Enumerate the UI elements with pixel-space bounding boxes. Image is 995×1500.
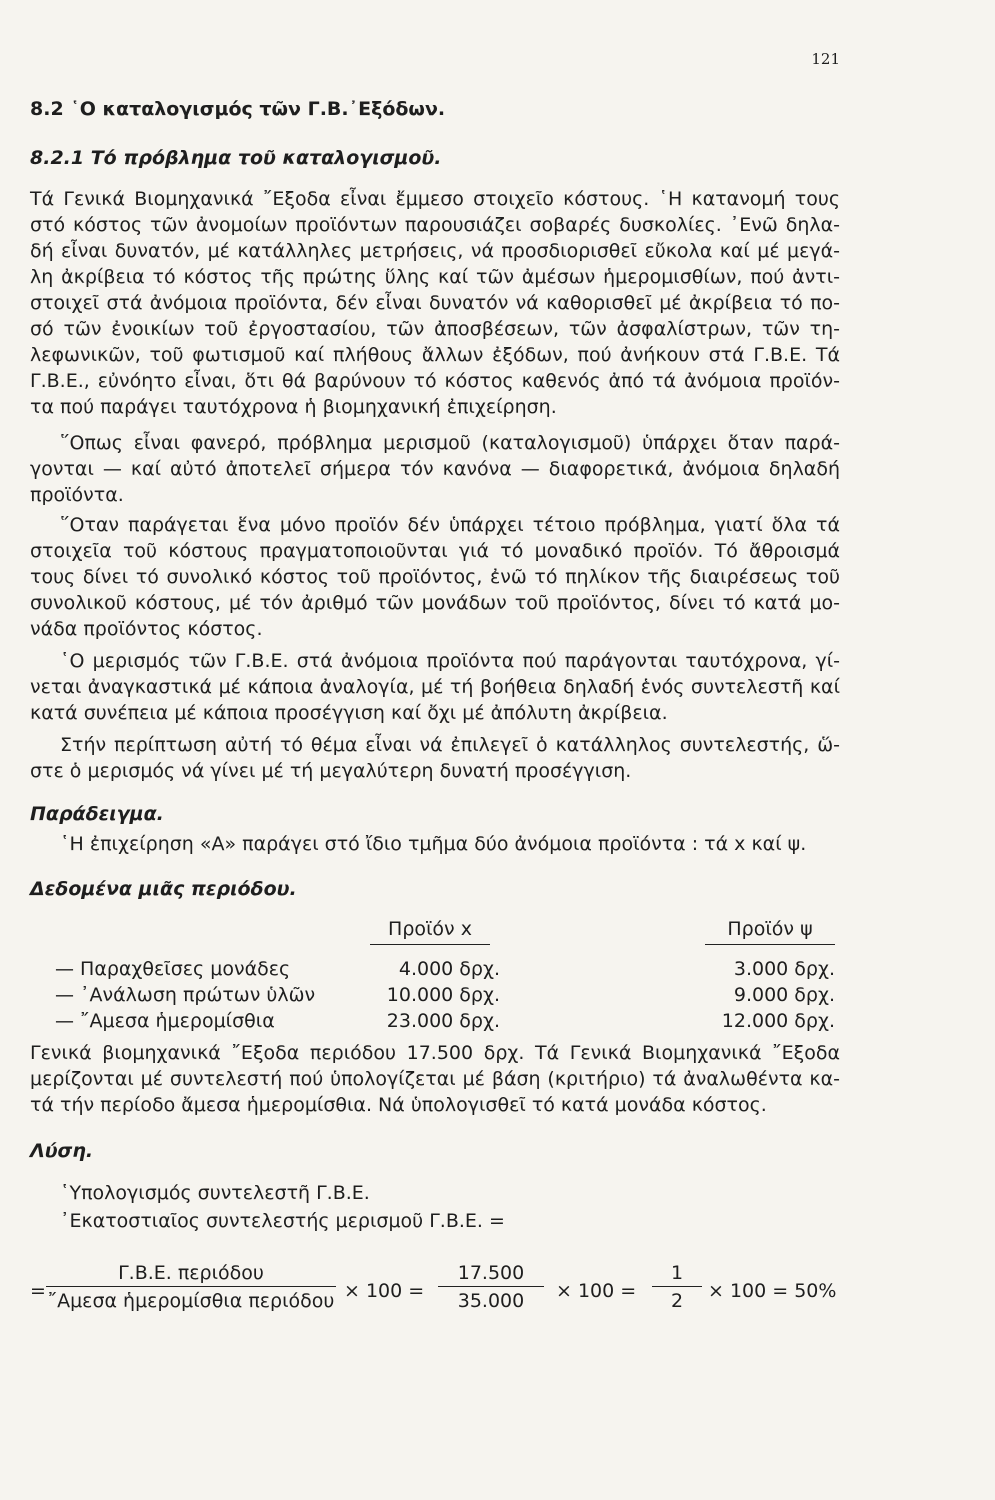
text-line: ῾Η ἐπιχείρηση «Α» παράγει στό ἴδιο τμῆμα δύο ἀνόμοια προϊόντα : τά x καί ψ. [60, 833, 807, 855]
paragraph-5 [30, 732, 840, 784]
fraction-numerator: Γ.Β.Ε. περιόδου [46, 1262, 336, 1287]
text-line: τά τήν περίοδο ἄμεσα ἡμερομίσθια. Νά ὑπολογισθεῖ τό κατά μονάδα κόστος. [30, 1094, 767, 1116]
paragraph-1 [30, 186, 840, 420]
example-heading: Παράδειγμα. [30, 803, 164, 825]
value-y: 12.000 δρχ. [721, 1010, 835, 1032]
example-text [30, 831, 840, 857]
text-line: δή εἶναι δυνατόν, μέ κατάλληλες μετρήσεις, νά προσδιορισθεῖ εὔκολα καί μέ μεγά- [30, 240, 840, 262]
text-line: λεφωνικῶν, τοῦ φωτισμοῦ καί πλήθους ἄλλων ἐξόδων, πού ἀνήκουν στά Γ.Β.Ε. Τά [30, 344, 840, 366]
paragraph-4 [30, 648, 840, 726]
solution-heading: Λύση. [30, 1140, 94, 1162]
column-header-product-y: Προϊόν ψ [705, 918, 835, 945]
solution-line-1: ῾Υπολογισμός συντελεστῆ Γ.Β.Ε. [60, 1182, 370, 1204]
fraction-denominator: ῎Αμεσα ἡμερομίσθια περιόδου [47, 1290, 335, 1312]
value-y: 9.000 δρχ. [733, 984, 835, 1006]
text-line: ῞Οταν παράγεται ἕνα μόνο προϊόν δέν ὑπάρχει τέτοιο πρόβλημα, γιατί ὅλα τά [60, 514, 840, 536]
column-header-product-x: Προϊόν x [370, 918, 490, 945]
text-line: στε ὁ μερισμός νά γίνει μέ τή μεγαλύτερη δυνατή προσέγγιση. [30, 760, 632, 782]
times-100-operator: × 100 = [556, 1280, 637, 1302]
period-data-heading: Δεδομένα μιᾶς περιόδου. [30, 878, 297, 900]
text-line: νάδα προϊόντος κόστος. [30, 618, 263, 640]
period-data-text [30, 1040, 840, 1118]
table-row [55, 984, 845, 1010]
fraction-numerator: 17.500 [438, 1262, 544, 1287]
text-line: Γ.Β.Ε., εὐνόητο εἶναι, ὅτι θά βαρύνουν τό κόστος καθενός ἀπό τά ἀνόμοια προϊόν- [30, 370, 840, 392]
equals-sign: = [30, 1280, 46, 1302]
text-line: ῾Ο μερισμός τῶν Γ.Β.Ε. στά ἀνόμοια προϊόντα πού παράγονται ταυτόχρονα, γί- [60, 650, 840, 672]
text-line: λη ἀκρίβεια τό κόστος τῆς πρώτης ὕλης καί τῶν ἀμέσων ἡμερομισθίων, πού ἀντι- [30, 266, 840, 288]
text-line: στοιχεῖ στά ἀνόμοια προϊόντα, δέν εἶναι δυνατόν νά καθορισθεῖ μέ ἀκρίβεια τό πο- [30, 292, 840, 314]
text-line: Τά Γενικά Βιομηχανικά ῎Εξοδα εἶναι ἔμμεσο στοιχεῖο κόστους. ῾Η κατανομή τους [30, 188, 840, 210]
text-line: μερίζονται μέ συντελεστή πού ὑπολογίζεται μέ βάση (κριτήριο) τά ἀναλωθέντα κα- [30, 1068, 840, 1090]
table-row [55, 958, 845, 984]
fraction-denominator: 2 [670, 1290, 684, 1312]
value-x: 23.000 δρχ. [386, 1010, 500, 1032]
value-y: 3.000 δρχ. [733, 958, 835, 980]
page-number: 121 [811, 50, 840, 68]
coefficient-formula [30, 1262, 850, 1332]
paragraph-2 [30, 430, 840, 508]
section-heading: 8.2 ῾Ο καταλογισμός τῶν Γ.Β.᾿Εξόδων. [30, 98, 446, 120]
text-line: στό κόστος τῶν ἀνομοίων προϊόντων παρουσιάζει σοβαρές δυσκολίες. ᾿Ενῶ δηλα- [30, 214, 840, 236]
row-label: — ῎Αμεσα ἡμερομίσθια [55, 1010, 275, 1032]
formula-result: × 100 = 50% [708, 1280, 837, 1302]
text-line: γονται — καί αὐτό ἀποτελεῖ σήμερα τόν κανόνα — διαφορετικά, ἀνόμοια δηλαδή [30, 458, 840, 480]
fraction-denominator: 35.000 [457, 1290, 525, 1312]
value-x: 4.000 δρχ. [398, 958, 500, 980]
text-line: Στήν περίπτωση αὐτή τό θέμα εἶναι νά ἐπιλεγεῖ ὁ κατάλληλος συντελεστής, ὥ- [60, 734, 840, 756]
text-line: Γενικά βιομηχανικά ῎Εξοδα περιόδου 17.500 δρχ. Τά Γενικά Βιομηχανικά ῎Εξοδα [30, 1042, 840, 1064]
text-line: συνολικοῦ κόστους, μέ τόν ἀριθμό τῶν μονάδων τοῦ προϊόντος, δίνει τό κατά μο- [30, 592, 840, 614]
row-label: — Παραχθεῖσες μονάδες [55, 958, 291, 980]
text-line: στοιχεῖα τοῦ κόστους πραγματοποιοῦνται γιά τό μοναδικό προϊόν. Τό ἄθροισμά [30, 540, 840, 562]
text-line: τα πού παράγει ταυτόχρονα ἡ βιομηχανική ἐπιχείρηση. [30, 396, 557, 418]
value-x: 10.000 δρχ. [386, 984, 500, 1006]
text-line: προϊόντα. [30, 484, 124, 506]
fraction-values [438, 1262, 544, 1312]
text-line: τους δίνει τό συνολικό κόστος τοῦ προϊόντος, ἐνῶ τό πηλίκον τῆς διαιρέσεως τοῦ [30, 566, 840, 588]
text-line: νεται ἀναγκαστικά μέ κάποια ἀναλογία, μέ τή βοήθεια δηλαδή ἑνός συντελεστῆ καί [30, 676, 840, 698]
fraction-one-half [652, 1262, 702, 1312]
text-line: σό τῶν ἐνοικίων τοῦ ἐργοστασίου, τῶν ἀποσβέσεων, τῶν ἀσφαλίστρων, τῶν τη- [30, 318, 840, 340]
row-label: — ᾿Ανάλωση πρώτων ὑλῶν [55, 984, 316, 1006]
times-100-operator: × 100 = [344, 1280, 425, 1302]
paragraph-3 [30, 512, 840, 642]
text-line: ῞Οπως εἶναι φανερό, πρόβλημα μερισμοῦ (καταλογισμοῦ) ὑπάρχει ὅταν παρά- [60, 432, 840, 454]
table-row [55, 1010, 845, 1036]
fraction-numerator: 1 [652, 1262, 702, 1287]
fraction-overhead-over-wages [46, 1262, 336, 1312]
solution-line-2: ᾿Εκατοστιαῖος συντελεστής μερισμοῦ Γ.Β.Ε. = [60, 1210, 505, 1232]
text-line: κατά συνέπεια μέ κάποια προσέγγιση καί ὄχι μέ ἀπόλυτη ἀκρίβεια. [30, 702, 668, 724]
subsection-heading: 8.2.1 Τό πρόβλημα τοῦ καταλογισμοῦ. [30, 147, 442, 169]
